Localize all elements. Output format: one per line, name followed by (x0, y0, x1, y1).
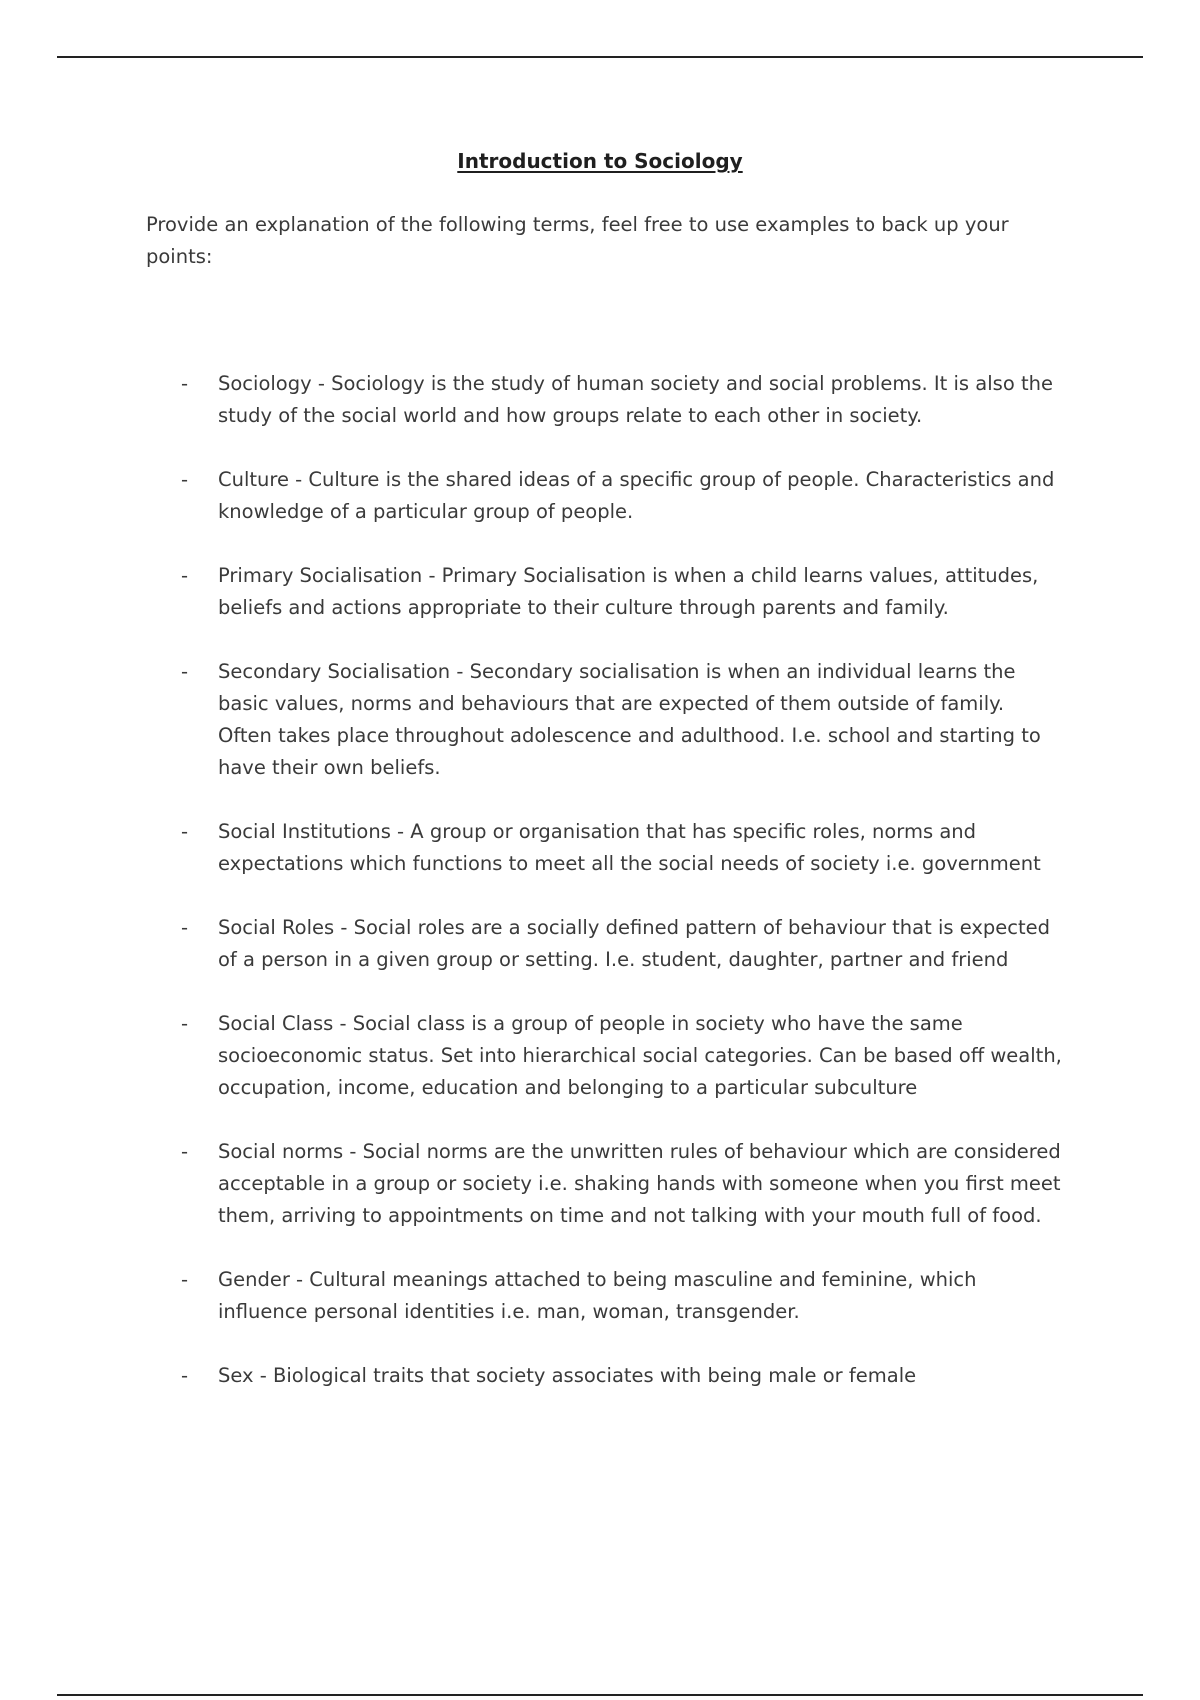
document-title: Introduction to Sociology (457, 149, 743, 173)
term-text: Culture - Culture is the shared ideas of a specific group of people. Characteristics and knowledge of a particular group of people. (218, 468, 1055, 523)
term-text: Social Institutions - A group or organisation that has specific roles, norms and expectations which functions to meet all the social needs of society i.e. government (218, 820, 1041, 875)
list-dash: - (181, 660, 189, 683)
list-item (0, 464, 1200, 528)
top-rule (57, 56, 1143, 58)
term-text: Gender - Cultural meanings attached to being masculine and feminine, which influence personal identities i.e. man, woman, transgender. (218, 1268, 977, 1323)
list-dash: - (181, 1012, 189, 1035)
list-item (0, 560, 1200, 624)
list-dash: - (181, 468, 189, 491)
term-text: Social norms - Social norms are the unwritten rules of behaviour which are considered acceptable in a group or society i.e. shaking hands with someone when you first meet them, arriving to appointments on time and not talking with your mouth full of food. (218, 1140, 1061, 1227)
list-item (0, 1136, 1200, 1232)
terms-list (0, 368, 1200, 1424)
list-dash: - (181, 564, 189, 587)
term-text: Secondary Socialisation - Secondary socialisation is when an individual learns the basic values, norms and behaviours that are expected of them outside of family. Often takes place throughout adolescence and adulthood. I.e. school and starting to have their own beliefs. (218, 660, 1041, 779)
term-text: Primary Socialisation - Primary Socialisation is when a child learns values, attitudes, beliefs and actions appropriate to their culture through parents and family. (218, 564, 1039, 619)
term-text: Sociology - Sociology is the study of human society and social problems. It is also the study of the social world and how groups relate to each other in society. (218, 372, 1053, 427)
list-item (0, 656, 1200, 784)
instructions-text: Provide an explanation of the following terms, feel free to use examples to back up your points: (146, 213, 1009, 268)
list-item (0, 368, 1200, 432)
term-text: Sex - Biological traits that society associates with being male or female (218, 1364, 917, 1387)
list-item (0, 816, 1200, 880)
list-dash: - (181, 372, 189, 395)
list-item (0, 1360, 1200, 1392)
list-item (0, 1008, 1200, 1104)
term-text: Social Roles - Social roles are a socially defined pattern of behaviour that is expected of a person in a given group or setting. I.e. student, daughter, partner and friend (218, 916, 1051, 971)
list-item (0, 1264, 1200, 1328)
list-dash: - (181, 820, 189, 843)
list-dash: - (181, 1268, 189, 1291)
bottom-rule (57, 1694, 1143, 1696)
list-item (0, 912, 1200, 976)
list-dash: - (181, 916, 189, 939)
list-dash: - (181, 1140, 189, 1163)
list-dash: - (181, 1364, 189, 1387)
term-text: Social Class - Social class is a group of people in society who have the same socioeconomic status. Set into hierarchical social categories. Can be based off wealth, occupation, income, education and belonging to a particular subculture (218, 1012, 1062, 1099)
